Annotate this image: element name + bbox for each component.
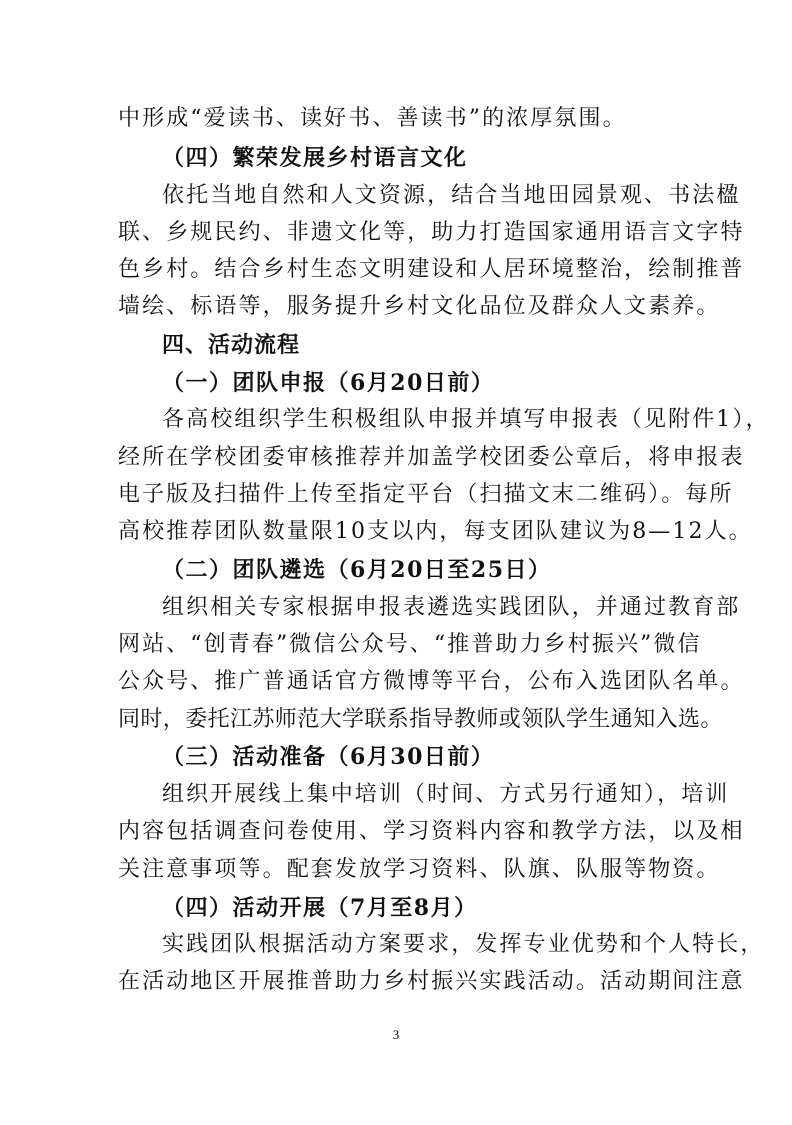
subheading-team-application: （一）团队申报（6月20日前） xyxy=(162,370,495,396)
text-line: 公众号、推广普通话官方微博等平台，公布入选团队名单。 xyxy=(118,669,745,694)
text-line: 组织开展线上集中培训（时间、方式另行通知），培训 xyxy=(162,782,730,807)
text-line: 网站、“创青春”微信公众号、“推普助力乡村振兴”微信 xyxy=(118,632,702,657)
text-line: 关注意事项等。配套发放学习资料、队旗、队服等物资。 xyxy=(118,857,721,882)
subheading-prosper-rural-language-culture: （四）繁荣发展乡村语言文化 xyxy=(162,145,468,171)
subheading-team-selection: （二）团队遴选（6月20日至25日） xyxy=(162,557,552,583)
text-line: 经所在学校团委审核推荐并加盖学校团委公章后，将申报表 xyxy=(118,445,745,470)
text-line: 色乡村。结合乡村生态文明建设和人居环境整治，绘制推普 xyxy=(118,257,745,282)
subheading-activity-implementation: （四）活动开展（7月至8月） xyxy=(162,895,478,921)
text-line: 高校推荐团队数量限10支以内，每支团队建议为8—12人。 xyxy=(118,519,753,544)
text-line: 组织相关专家根据申报表遴选实践团队，并通过教育部 xyxy=(162,595,741,620)
text-line: 实践团队根据活动方案要求，发挥专业优势和个人特长， xyxy=(162,932,765,957)
text-line: 中形成“爱读书、读好书、善读书”的浓厚氛围。 xyxy=(118,106,627,131)
text-line: 内容包括调查问卷使用、学习资料内容和教学方法，以及相 xyxy=(118,819,745,844)
text-line: 依托当地自然和人文资源，结合当地田园景观、书法楹 xyxy=(162,183,741,208)
text-line: 各高校组织学生积极组队申报并填写申报表（见附件1）， xyxy=(162,407,770,432)
text-line: 联、乡规民约、非遗文化等，助力打造国家通用语言文字特 xyxy=(118,220,745,245)
subheading-activity-preparation: （三）活动准备（6月30日前） xyxy=(162,744,495,770)
section-heading-activity-process: 四、活动流程 xyxy=(162,332,301,358)
text-line: 墙绘、标语等，服务提升乡村文化品位及群众人文素养。 xyxy=(118,294,721,319)
text-line: 电子版及扫描件上传至指定平台（扫描文末二维码）。每所 xyxy=(118,482,734,507)
text-line: 在活动地区开展推普助力乡村振兴实践活动。活动期间注意 xyxy=(118,969,745,994)
text-line: 同时，委托江苏师范大学联系指导教师或领队学生通知入选。 xyxy=(118,707,723,732)
page-number: 3 xyxy=(392,1027,400,1042)
